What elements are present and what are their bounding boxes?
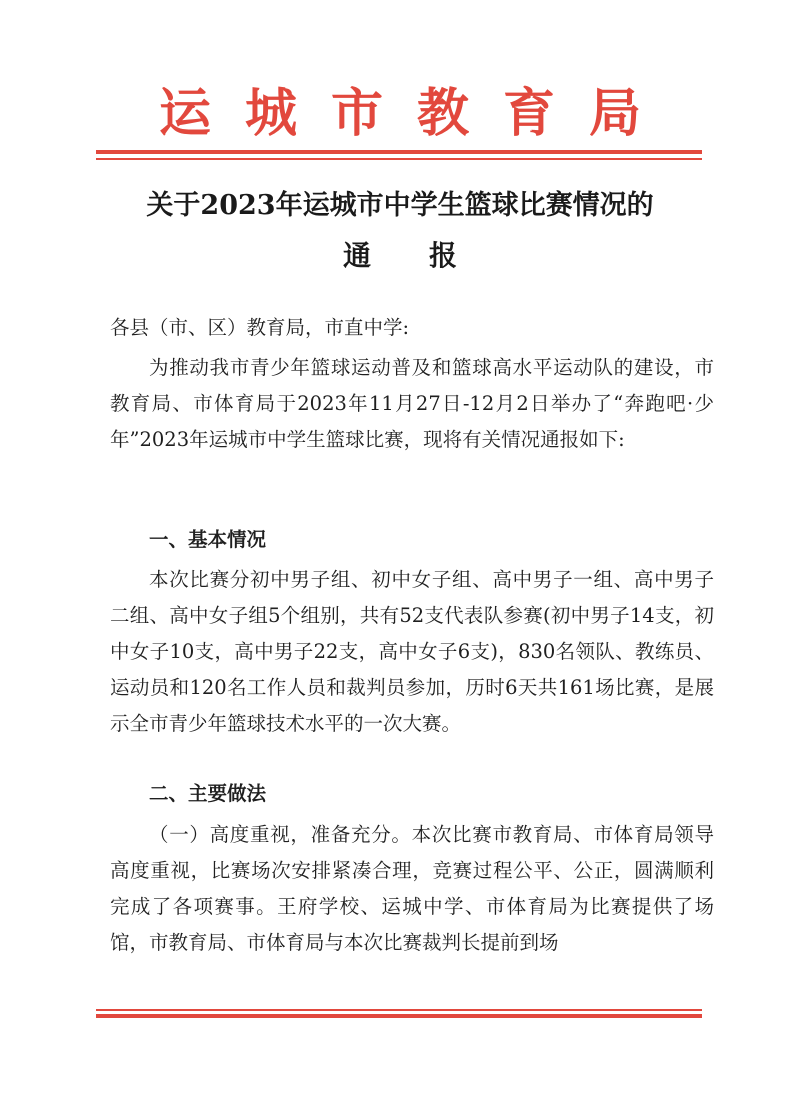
paragraph-intro: 为推动我市青少年篮球运动普及和篮球高水平运动队的建设，市教育局、市体育局于2023年11月27日-12月2日举办了“奔跑吧·少年”2023年运城市中学生篮球比赛，现将有关情况通报如下: (110, 356, 714, 451)
paragraph-practices-text: 本次比赛市教育局、市体育局领导高度重视，比赛场次安排紧凑合理，竞赛过程公平、公正，圆满顺利完成了各项赛事。王府学校、运城中学、市体育局为比赛提供了场馆，市教育局、市体育局与本次比赛裁判长提前到场 (110, 823, 714, 954)
document-title-line2: 通报 (342, 239, 515, 272)
document-title-line1: 关于2023年运城市中学生篮球比赛情况的 (146, 190, 654, 221)
masthead-rule-thin (96, 158, 702, 160)
footer-rule-thick (96, 1014, 702, 1018)
masthead-org-name: 运城市教育局 (158, 83, 675, 144)
sub-heading-attention: （一）高度重视，准备充分。 (149, 823, 412, 846)
paragraph-basic-situation: 本次比赛分初中男子组、初中女子组、高中男子一组、高中男子二组、高中女子组5个组别，共有52支代表队参赛(初中男子14支，初中女子10支，高中男子22支，高中女子6支)，830名领队、教练员、运动员和120名工作人员和裁判员参加，历时6天共161场比赛，是展示全市青少年篮球技术水平的一次大赛。 (110, 568, 714, 735)
section-heading-basic: 一、基本情况 (149, 528, 267, 551)
paragraph-practices (110, 817, 714, 961)
masthead-rule-thick (96, 150, 702, 154)
footer-rule-thin (96, 1009, 702, 1011)
salutation: 各县（市、区）教育局，市直中学: (110, 316, 410, 339)
section-heading-practices: 二、主要做法 (149, 782, 267, 805)
